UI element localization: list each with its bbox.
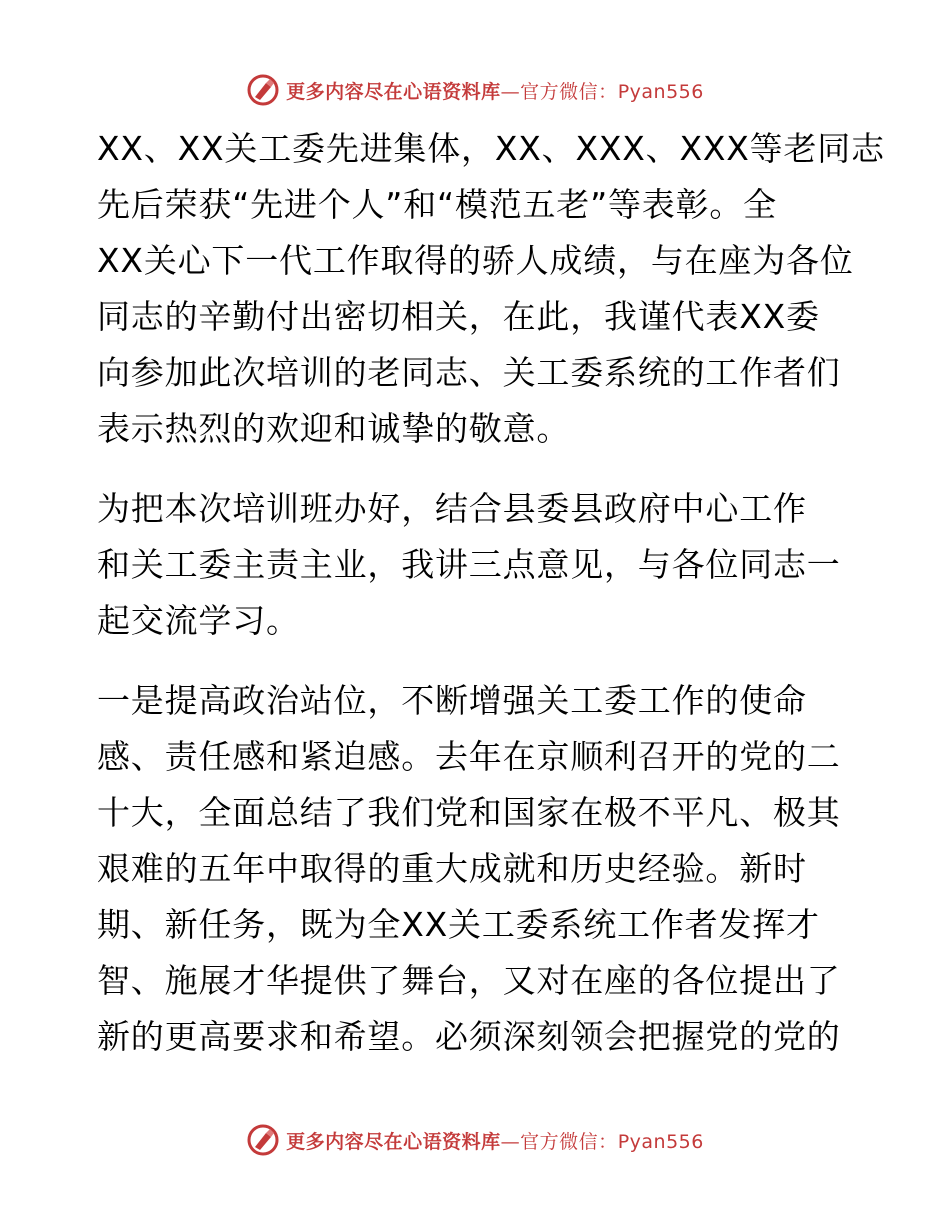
text-line: 同志的辛勤付出密切相关，在此，我谨代表XX委 <box>97 297 820 336</box>
document-body <box>97 121 885 1065</box>
brand-logo-icon <box>246 73 280 107</box>
paragraph-gap <box>97 649 857 673</box>
text-line: XX、XX关工委先进集体，XX、XXX、XXX等老同志 <box>97 129 885 168</box>
banner-text <box>286 77 704 104</box>
banner-main-text: 更多内容尽在心语资料库 <box>286 1130 501 1153</box>
text-line: 和关工委主责主业，我讲三点意见，与各位同志一 <box>97 545 841 584</box>
banner-wechat-id: Pyan556 <box>617 80 704 103</box>
text-line: 感、责任感和紧迫感。去年在京顺利召开的党的二 <box>97 737 841 776</box>
footer-banner <box>0 1120 950 1160</box>
text-line: 先后荣获“先进个人”和“模范五老”等表彰。全 <box>97 185 777 224</box>
text-line: 期、新任务，既为全XX关工委系统工作者发挥才 <box>97 905 820 944</box>
paragraph <box>97 673 857 1065</box>
header-banner <box>0 70 950 110</box>
text-line: 为把本次培训班办好，结合县委县政府中心工作 <box>97 489 807 528</box>
text-line: 智、施展才华提供了舞台，又对在座的各位提出了 <box>97 961 841 1000</box>
text-line: XX关心下一代工作取得的骄人成绩，与在座为各位 <box>97 241 854 280</box>
text-line: 向参加此次培训的老同志、关工委系统的工作者们 <box>97 353 841 392</box>
banner-main-text: 更多内容尽在心语资料库 <box>286 80 501 103</box>
paragraph <box>97 121 885 457</box>
brand-logo-icon <box>246 1123 280 1157</box>
paragraph-gap <box>97 457 857 481</box>
text-line: 一是提高政治站位，不断增强关工委工作的使命 <box>97 681 807 720</box>
banner-text <box>286 1127 704 1154</box>
banner-wechat-id: Pyan556 <box>617 1130 704 1153</box>
paragraph <box>97 481 857 649</box>
banner-wechat-label: —官方微信： <box>500 1130 618 1153</box>
text-line: 十大，全面总结了我们党和国家在极不平凡、极其 <box>97 793 841 832</box>
text-line: 起交流学习。 <box>97 601 300 640</box>
banner-wechat-label: —官方微信： <box>500 80 618 103</box>
text-line: 表示热烈的欢迎和诚挚的敬意。 <box>97 409 571 448</box>
text-line: 新的更高要求和希望。必须深刻领会把握党的党的 <box>97 1017 841 1056</box>
text-line: 艰难的五年中取得的重大成就和历史经验。新时 <box>97 849 807 888</box>
